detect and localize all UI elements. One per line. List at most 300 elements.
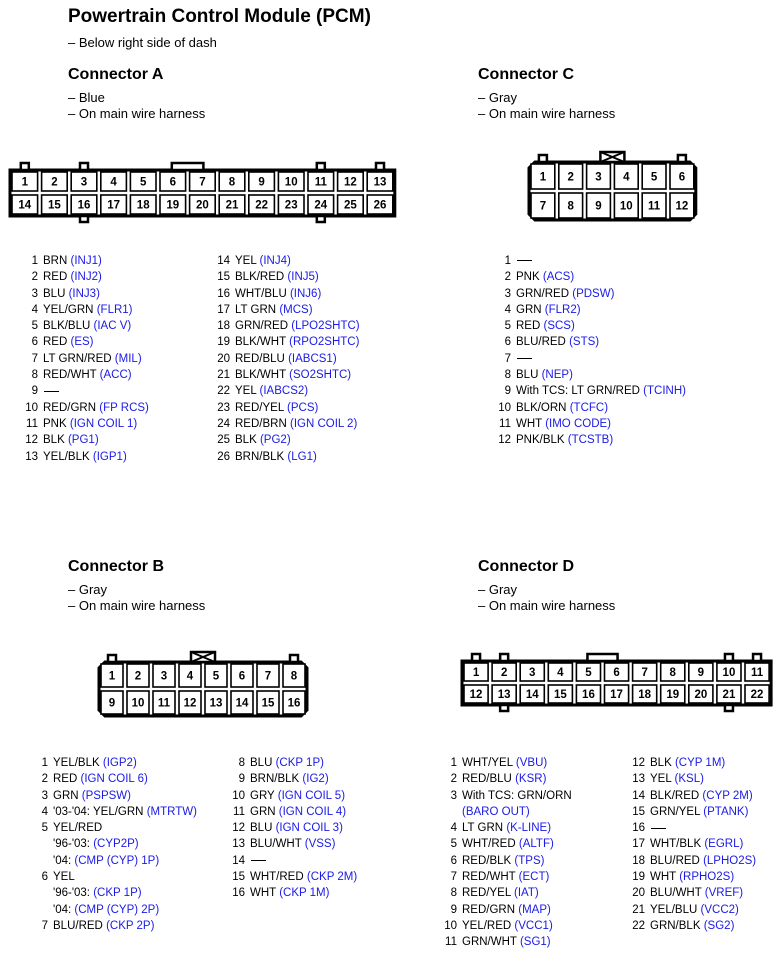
connector-a-color-note: – Blue <box>68 90 105 105</box>
wire-color: BLU <box>43 287 66 300</box>
signal-name: (TCFC) <box>569 401 609 414</box>
signal-name: (IGN COIL 2) <box>289 417 358 430</box>
connector-d-pin-label: 14 <box>525 689 539 701</box>
pin-line <box>462 820 551 836</box>
signal-name: (TPS) <box>514 854 545 867</box>
wire-color: BLK/WHT <box>235 369 286 382</box>
signal-name: (IAT) <box>514 887 539 900</box>
signal-text: LPHO2S <box>706 854 753 867</box>
pin-line <box>53 804 197 820</box>
pin-row <box>225 771 357 787</box>
pin-description <box>230 253 291 269</box>
pin-line <box>516 432 613 448</box>
pin-description <box>457 853 544 869</box>
signal-name: (LG1) <box>287 450 317 463</box>
pin-row <box>491 400 686 416</box>
wire-color: BLU <box>516 369 539 382</box>
pin-row <box>491 351 686 367</box>
pin-line <box>235 253 291 269</box>
pin-line <box>516 367 573 383</box>
pin-description <box>511 351 532 367</box>
signal-name: (ECT) <box>518 871 550 884</box>
pin-row <box>491 318 686 334</box>
pin-line <box>235 318 360 334</box>
wire-color: YEL/BLU <box>650 903 698 916</box>
wire-color: WHT/RED <box>250 871 304 884</box>
pin-row <box>437 885 572 901</box>
pin-row <box>437 934 572 950</box>
pin-row <box>210 367 360 383</box>
pin-row <box>625 885 756 901</box>
signal-name: (IAC V) <box>93 320 132 333</box>
signal-name: (PG1) <box>67 434 99 447</box>
signal-name: (TCINH) <box>643 385 686 398</box>
signal-name: (KSR) <box>515 773 547 786</box>
connector-a-pin-label: 12 <box>344 176 357 189</box>
pin-description <box>245 836 335 852</box>
pin-row <box>625 771 756 787</box>
pin-number: 6 <box>504 336 511 349</box>
pin-number: 2 <box>450 773 457 786</box>
signal-text: IGN COIL 1 <box>73 417 134 430</box>
pin-number: 4 <box>41 805 48 818</box>
pin-row <box>491 253 686 269</box>
signal-text: PG1 <box>71 434 95 447</box>
pin-description <box>645 902 739 918</box>
pin-description <box>48 788 131 804</box>
signal-text: PSPSW <box>85 789 128 802</box>
signal-text: MTRTW <box>150 805 194 818</box>
pin-number: 15 <box>217 271 230 284</box>
pin-number: 6 <box>31 336 38 349</box>
pin-row <box>210 334 360 350</box>
pin-line <box>650 902 739 918</box>
pin-row <box>28 771 197 787</box>
signal-name: (TCSTB) <box>567 434 614 447</box>
signal-text: ALTF <box>522 838 550 851</box>
pin-description <box>230 269 319 285</box>
signal-name: (SCS) <box>543 320 575 333</box>
wire-color: GRN <box>516 303 542 316</box>
pin-row <box>28 755 197 771</box>
pin-number: 10 <box>444 919 457 932</box>
pin-line <box>462 885 539 901</box>
connector-a-pin-label: 3 <box>80 176 88 189</box>
pin-line <box>43 416 137 432</box>
connector-c-pins <box>491 253 686 449</box>
pin-row <box>18 351 149 367</box>
signal-name: (IGP1) <box>92 450 127 463</box>
pin-description <box>38 334 94 350</box>
connector-d-pins-right <box>625 755 756 934</box>
pin-number: 19 <box>632 871 645 884</box>
pin-line <box>53 771 148 787</box>
signal-text: IAC V <box>97 320 128 333</box>
pin-row <box>491 383 686 399</box>
wire-color: BLU <box>250 822 273 835</box>
pin-description <box>245 885 329 901</box>
wire-color: WHT <box>650 871 676 884</box>
signal-name: (INJ4) <box>259 255 291 267</box>
connector-b-pin-label: 13 <box>209 697 223 710</box>
pin-row <box>18 302 149 318</box>
pin-row <box>225 804 357 820</box>
signal-text: CKP 2P <box>109 919 151 932</box>
wire-color: YEL <box>650 773 672 786</box>
pin-number: 12 <box>232 822 245 835</box>
connector-b-tab <box>290 655 298 662</box>
pin-description <box>457 788 572 821</box>
signal-name: (EGRL) <box>704 838 744 851</box>
connector-d-pin-label: 16 <box>582 689 595 701</box>
connector-a-pins-right <box>210 253 360 465</box>
wire-color: YEL/BLK <box>43 450 90 463</box>
connector-b-pin-label: 15 <box>261 697 275 710</box>
signal-text: IGN COIL 5 <box>281 789 342 802</box>
pin-line <box>235 269 319 285</box>
pin-number: 12 <box>25 434 38 447</box>
wire-color: '04: <box>53 903 72 916</box>
pin-description <box>230 351 337 367</box>
pin-number: 6 <box>41 871 48 884</box>
signal-name: (CYP 2M) <box>702 789 753 802</box>
pin-row <box>18 416 149 432</box>
pin-description <box>645 885 743 901</box>
pin-line <box>462 755 547 771</box>
pin-number: 16 <box>632 822 645 835</box>
pin-row <box>625 804 756 820</box>
pin-line <box>516 383 686 399</box>
pin-number: 18 <box>217 320 230 333</box>
connector-c-pin-label: 1 <box>539 171 547 184</box>
pin-row <box>28 869 197 918</box>
pin-description <box>230 383 308 399</box>
wire-color: PNK <box>43 417 67 430</box>
signal-name: (IABCS1) <box>288 352 337 365</box>
connector-c-pin-label: 7 <box>539 200 547 213</box>
wire-color: YEL/BLK <box>53 757 100 769</box>
pin-description <box>645 788 753 804</box>
wire-color: PNK <box>516 271 540 284</box>
connector-a-tab <box>80 163 88 170</box>
wire-color: GRN <box>53 789 79 802</box>
connector-a-pins-left <box>18 253 149 465</box>
connector-c-tab <box>678 155 686 162</box>
pin-number: 5 <box>504 320 511 333</box>
pin-row <box>437 836 572 852</box>
pin-number: 16 <box>217 287 230 300</box>
connector-d-pin-label: 12 <box>469 689 483 701</box>
pin-row <box>18 286 149 302</box>
connector-a-pin-label: 19 <box>166 199 180 212</box>
signal-text: FLR2 <box>548 303 577 316</box>
pin-line <box>462 788 572 804</box>
pin-description <box>457 755 547 771</box>
pin-row <box>210 432 360 448</box>
pin-description <box>511 302 581 318</box>
connector-c-pin-label: 6 <box>678 171 686 184</box>
signal-text: IABCS2 <box>263 385 305 398</box>
wire-color: GRN/BLK <box>650 919 701 932</box>
connector-a-pin-label: 17 <box>107 199 120 212</box>
pin-row <box>225 820 357 836</box>
wire-color: YEL/GRN <box>43 303 94 316</box>
connector-d-key <box>500 705 508 711</box>
wire-color: RED/YEL <box>235 401 284 414</box>
connector-c-pin-label: 11 <box>648 200 661 213</box>
pin-description <box>230 416 357 432</box>
pin-row <box>491 302 686 318</box>
wire-color: YEL <box>235 255 257 267</box>
pin-row <box>18 334 149 350</box>
signal-text: IGN COIL 2 <box>293 417 354 430</box>
pin-number: 3 <box>31 287 38 300</box>
signal-name: (RPHO2S) <box>679 871 735 884</box>
pin-description <box>38 400 149 416</box>
pin-number: 18 <box>632 854 645 867</box>
signal-name: (IGN COIL 4) <box>278 805 347 818</box>
pin-row <box>437 902 572 918</box>
signal-name: (PDSW) <box>572 287 615 300</box>
unused-dash <box>517 260 532 261</box>
pin-row <box>625 755 756 771</box>
pin-number: 25 <box>217 434 230 447</box>
signal-text: IGN COIL 6 <box>84 773 144 786</box>
connector-d-pin-label: 9 <box>697 667 705 679</box>
wire-color: BLK/RED <box>650 789 700 802</box>
pin-line <box>516 318 575 334</box>
wire-color: YEL <box>235 385 257 398</box>
connector-a-pin-label: 7 <box>199 176 206 189</box>
signal-text: FP RCS <box>103 401 146 414</box>
pin-number: 8 <box>504 369 511 382</box>
pin-number: 13 <box>25 450 38 463</box>
signal-text: CKP 2M <box>310 871 354 884</box>
signal-name: (CYP 1M) <box>674 757 726 769</box>
signal-text: MAP <box>522 903 547 916</box>
pin-row <box>18 432 149 448</box>
connector-a-latch <box>172 163 204 170</box>
pin-row <box>28 788 197 804</box>
connector-a-pin-label: 5 <box>139 176 147 189</box>
signal-name: (INJ6) <box>289 287 322 300</box>
signal-text: TPS <box>518 854 541 867</box>
pin-number: 9 <box>31 385 38 398</box>
pin-line <box>250 885 329 901</box>
pin-number: 4 <box>504 303 511 316</box>
pin-description <box>457 836 554 852</box>
signal-text: CKP 1M <box>283 887 326 900</box>
wire-color: GRN/WHT <box>462 936 517 949</box>
pin-row <box>225 755 357 771</box>
pin-line <box>250 771 329 787</box>
connector-a-tab <box>21 163 29 170</box>
connector-d-tab <box>725 654 733 661</box>
connector-d-location-note: – On main wire harness <box>478 598 616 613</box>
connector-b-pins-left <box>28 755 197 934</box>
signal-text: CMP (CYP) 1P <box>78 854 156 867</box>
pin-row <box>437 755 572 771</box>
connector-b-pin-label: 9 <box>108 697 116 710</box>
connector-a-pin-label: 26 <box>373 199 387 212</box>
connector-a-pin-label: 15 <box>48 199 61 212</box>
signal-text: PDSW <box>576 287 611 300</box>
connector-d-pin-label: 5 <box>585 667 592 679</box>
pin-description <box>645 755 725 771</box>
signal-text: SG1 <box>523 936 547 949</box>
pin-number: 1 <box>504 255 511 267</box>
connector-b-pin-label: 3 <box>160 670 168 683</box>
pin-description <box>38 351 142 367</box>
unused-dash <box>651 828 666 829</box>
pin-row <box>210 400 360 416</box>
pin-line <box>53 885 159 901</box>
connector-a-pin-label: 9 <box>258 176 265 189</box>
pin-number: 9 <box>450 903 457 916</box>
wire-color: BLU/RED <box>516 336 566 349</box>
pin-line <box>43 253 102 269</box>
pin-line <box>43 318 131 334</box>
pin-row <box>18 383 149 399</box>
signal-name: (IGN COIL 5) <box>277 789 346 802</box>
wire-color: LT GRN/RED <box>43 352 112 365</box>
pin-line <box>650 836 743 852</box>
pin-number: 21 <box>217 369 230 382</box>
signal-name: (CKP 1M) <box>279 887 330 900</box>
signal-name: (RPO2SHTC) <box>289 336 360 349</box>
pin-row <box>491 269 686 285</box>
pin-line <box>53 836 159 852</box>
pin-line <box>43 367 132 383</box>
signal-text: CYP 2M <box>706 789 749 802</box>
signal-name: (CYP2P) <box>93 838 139 851</box>
connector-a-pin-label: 14 <box>18 199 32 212</box>
signal-name: (CKP 1P) <box>275 757 324 769</box>
signal-text: VBU <box>519 757 544 769</box>
pin-line <box>235 351 337 367</box>
pin-number: 14 <box>217 255 230 267</box>
connector-b-pin-label: 1 <box>108 670 116 683</box>
pin-line <box>650 755 725 771</box>
pin-line <box>650 771 704 787</box>
pin-number: 7 <box>450 871 457 884</box>
signal-name: (ACS) <box>542 271 575 284</box>
signal-text: CMP (CYP) 2P <box>78 903 156 916</box>
pin-line <box>462 902 551 918</box>
pin-line <box>43 449 127 465</box>
pin-number: 1 <box>450 757 457 769</box>
pin-row <box>491 416 686 432</box>
pin-number: 2 <box>31 271 38 284</box>
pin-line <box>516 302 581 318</box>
signal-name: (IG2) <box>302 773 329 786</box>
pin-row <box>491 367 686 383</box>
pin-description <box>38 302 133 318</box>
signal-name: (K-LINE) <box>506 822 552 835</box>
pin-description <box>457 820 551 836</box>
signal-text: BARO OUT <box>465 805 526 818</box>
wire-color: RED <box>53 773 78 786</box>
connector-d-pin-label: 15 <box>553 689 567 701</box>
pin-line <box>250 869 357 885</box>
signal-text: SG2 <box>707 919 731 932</box>
pin-line <box>43 334 94 350</box>
connector-b-pin-label: 11 <box>157 697 171 710</box>
connector-a-pin-label: 8 <box>228 176 236 189</box>
pin-line <box>650 869 734 885</box>
connector-a-tab <box>376 163 384 170</box>
signal-text: MCS <box>283 303 309 316</box>
signal-name: (IGP2) <box>102 757 137 769</box>
connector-b-heading: Connector B <box>68 558 164 575</box>
pin-row <box>28 820 197 869</box>
pin-number: 15 <box>632 805 645 818</box>
pin-number: 5 <box>41 822 48 835</box>
connector-d-pin-label: 21 <box>722 689 736 701</box>
pin-line <box>462 869 549 885</box>
pin-description <box>511 432 613 448</box>
signal-text: TCSTB <box>571 434 610 447</box>
pin-number: 23 <box>217 401 230 414</box>
pin-number: 14 <box>632 789 645 802</box>
signal-name: (MIL) <box>114 352 142 365</box>
signal-name: (SG1) <box>519 936 551 949</box>
connector-a-pin-label: 1 <box>21 176 29 189</box>
pin-row <box>210 269 360 285</box>
signal-name: (ALTF) <box>518 838 554 851</box>
wire-color: BLK/ORN <box>516 401 567 414</box>
pin-description <box>645 918 734 934</box>
pin-number: 3 <box>450 789 457 802</box>
pin-row <box>210 383 360 399</box>
signal-name: (VSS) <box>304 838 336 851</box>
pin-number: 15 <box>232 871 245 884</box>
pin-line <box>235 302 313 318</box>
wire-color: BLK <box>235 434 257 447</box>
pin-row <box>625 902 756 918</box>
wire-color: BLK/BLU <box>43 320 91 333</box>
unused-dash <box>251 860 266 861</box>
connector-b-pin-label: 10 <box>131 697 145 710</box>
connector-a-pin-label: 4 <box>110 176 117 189</box>
connector-a-pin-label: 10 <box>284 176 298 189</box>
pin-line <box>650 918 734 934</box>
signal-name: (INJ2) <box>70 271 102 284</box>
pin-description <box>230 400 318 416</box>
connector-b-pin-label: 5 <box>212 670 220 683</box>
pin-description <box>511 416 611 432</box>
signal-text: SCS <box>547 320 571 333</box>
pin-line <box>43 400 149 416</box>
connector-a-tab <box>317 163 325 170</box>
signal-text: VSS <box>308 838 332 851</box>
wire-color: '03-'04: YEL/GRN <box>53 805 144 818</box>
pin-number: 21 <box>632 903 645 916</box>
signal-name: (IGN COIL 1) <box>69 417 138 430</box>
pin-description <box>48 869 159 918</box>
connector-a-pin-label: 25 <box>344 199 357 212</box>
pin-number: 10 <box>232 789 245 802</box>
signal-name: (LPO2SHTC) <box>291 320 360 333</box>
pin-number: 10 <box>498 401 511 414</box>
signal-text: EGRL <box>708 838 740 851</box>
signal-name: (BARO OUT) <box>462 805 530 818</box>
pin-line <box>235 383 308 399</box>
pin-description <box>645 820 666 836</box>
pin-description <box>511 318 575 334</box>
wire-color: RED/BRN <box>235 417 287 430</box>
connector-b-location-note: – On main wire harness <box>68 598 206 613</box>
